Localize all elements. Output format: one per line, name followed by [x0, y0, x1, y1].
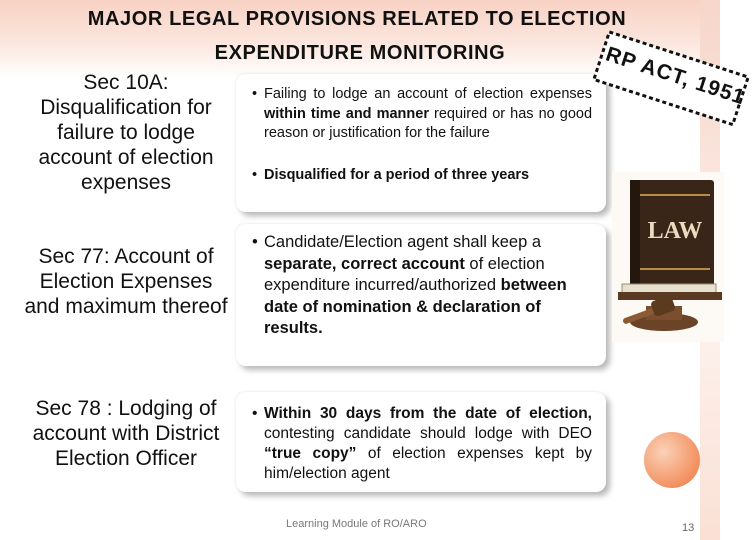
bullet-item: [252, 166, 592, 186]
provision-box-sec78: [236, 392, 606, 492]
bullet-text-part-bold: between date of nomination & declaration of results.: [264, 276, 567, 337]
section-heading-sec78: Sec 78 : Lodging of account with District Election Officer: [32, 397, 220, 470]
bullet-text: [252, 232, 592, 340]
page-number: 13: [682, 522, 695, 534]
provision-box-sec77: [236, 224, 606, 366]
bullet-dot-icon: •: [252, 86, 258, 102]
law-book-label: LAW: [647, 218, 703, 244]
provision-box-sec10a: [236, 74, 606, 212]
bullet-item: [252, 232, 592, 340]
bullet-text-part: Failing to lodge an account of election expenses: [264, 86, 592, 102]
bullet-text: [252, 404, 592, 484]
bullet-text-part-bold: within time and manner: [264, 105, 429, 122]
bullet-text-bold: Disqualified for a period of three years: [264, 167, 530, 183]
bullet-dot-icon: •: [252, 405, 258, 422]
bullet-text-part: of election expenditure incurred/authorized: [264, 254, 545, 294]
stamp-text: RP ACT, 1951: [602, 42, 749, 110]
slide-title-line2: EXPENDITURE MONITORING: [214, 42, 506, 64]
bullet-text: [252, 85, 592, 144]
section-heading-sec77: Sec 77: Account of Election Expenses and maximum thereof: [24, 245, 228, 318]
bullet-text-part-bold: separate, correct account: [264, 254, 465, 273]
bullet-text-part-bold: “true copy”: [264, 445, 357, 462]
bullet-item: [252, 85, 592, 144]
law-book-gavel-icon: [612, 172, 724, 342]
bullet-dot-icon: •: [252, 167, 258, 183]
footer-text: Learning Module of RO/ARO: [286, 518, 427, 530]
bullet-text-part: Candidate/Election agent shall keep a: [264, 233, 542, 251]
bullet-text-part-bold: Within 30 days from the date of election,: [264, 405, 592, 422]
bullet-text-part: required or has no good reason or justification for the failure: [264, 105, 593, 141]
section-heading-sec10a: Sec 10A: Disqualification for failure to lodge account of election expenses: [38, 71, 214, 194]
slide-title-line1: MAJOR LEGAL PROVISIONS RELATED TO ELECTION: [87, 8, 627, 30]
bullet-text-part: contesting candidate should lodge with DEO: [264, 425, 592, 442]
bullet-text-part: of election expenses kept by him/election agent: [264, 445, 592, 482]
bullet-dot-icon: •: [252, 233, 258, 251]
bullet-item: [252, 404, 592, 484]
decorative-circle: [644, 432, 700, 488]
